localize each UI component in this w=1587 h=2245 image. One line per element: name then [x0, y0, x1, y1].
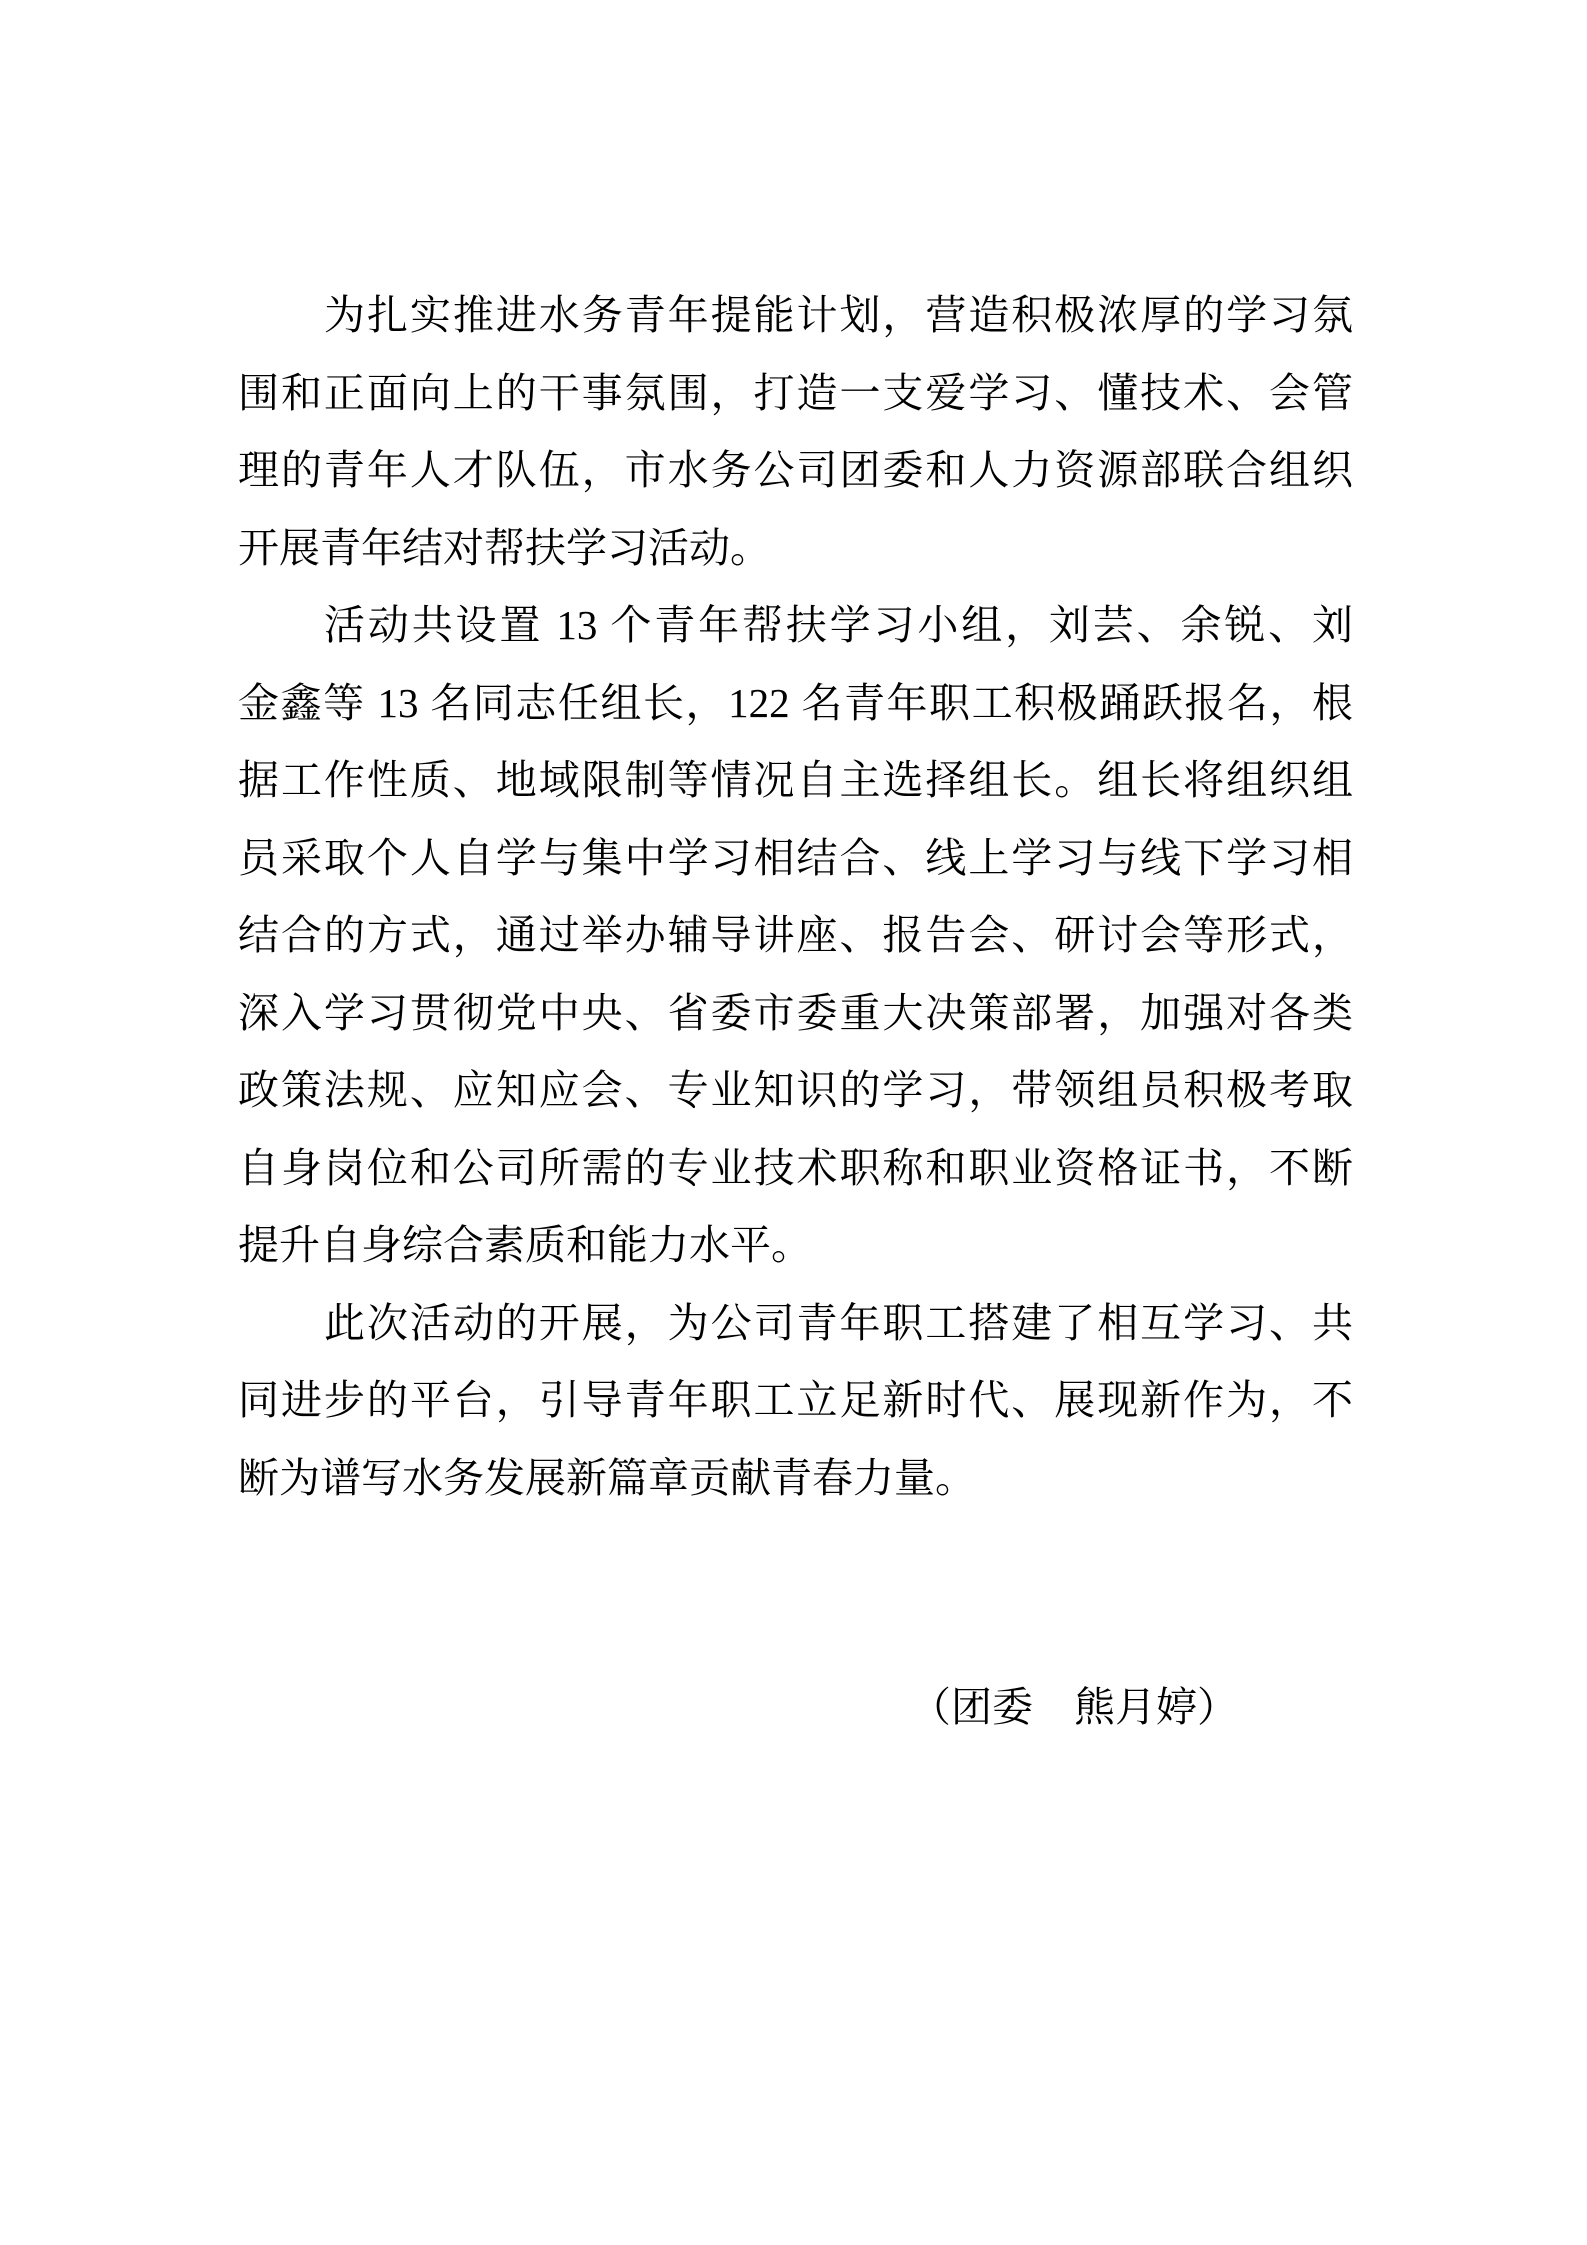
- body-line: 活动共设置 13 个青年帮扶学习小组，刘芸、余锐、刘: [324, 602, 1353, 648]
- body-line: 断为谱写水务发展新篇章贡献青春力量。: [238, 1454, 976, 1501]
- body-line: 理的青年人才队伍，市水务公司团委和人力资源部联合组织: [238, 447, 1353, 493]
- signature: （团委 熊月婷）: [910, 1684, 1238, 1730]
- body-line: 自身岗位和公司所需的专业技术职称和职业资格证书，不断: [238, 1144, 1353, 1191]
- body-line: 同进步的平台，引导青年职工立足新时代、展现新作为，不: [238, 1377, 1353, 1423]
- body-line: 为扎实推进水务青年提能计划，营造积极浓厚的学习氛: [324, 292, 1353, 338]
- body-line: 员采取个人自学与集中学习相结合、线上学习与线下学习相: [238, 834, 1353, 881]
- body-line: 围和正面向上的干事氛围，打造一支爱学习、懂技术、会管: [238, 369, 1353, 416]
- body-line: 金鑫等 13 名同志任组长，122 名青年职工积极踊跃报名，根: [238, 679, 1353, 726]
- body-line: 此次活动的开展，为公司青年职工搭建了相互学习、共: [324, 1299, 1353, 1346]
- body-line: 开展青年结对帮扶学习活动。: [238, 524, 771, 571]
- body-line: 结合的方式，通过举办辅导讲座、报告会、研讨会等形式，: [238, 912, 1353, 958]
- body-line: 政策法规、应知应会、专业知识的学习，带领组员积极考取: [238, 1067, 1353, 1113]
- body-line: 深入学习贯彻党中央、省委市委重大决策部署，加强对各类: [238, 989, 1353, 1036]
- document-body: [238, 277, 1353, 1747]
- body-line: 据工作性质、地域限制等情况自主选择组长。组长将组织组: [238, 757, 1353, 803]
- body-line: 提升自身综合素质和能力水平。: [238, 1222, 812, 1268]
